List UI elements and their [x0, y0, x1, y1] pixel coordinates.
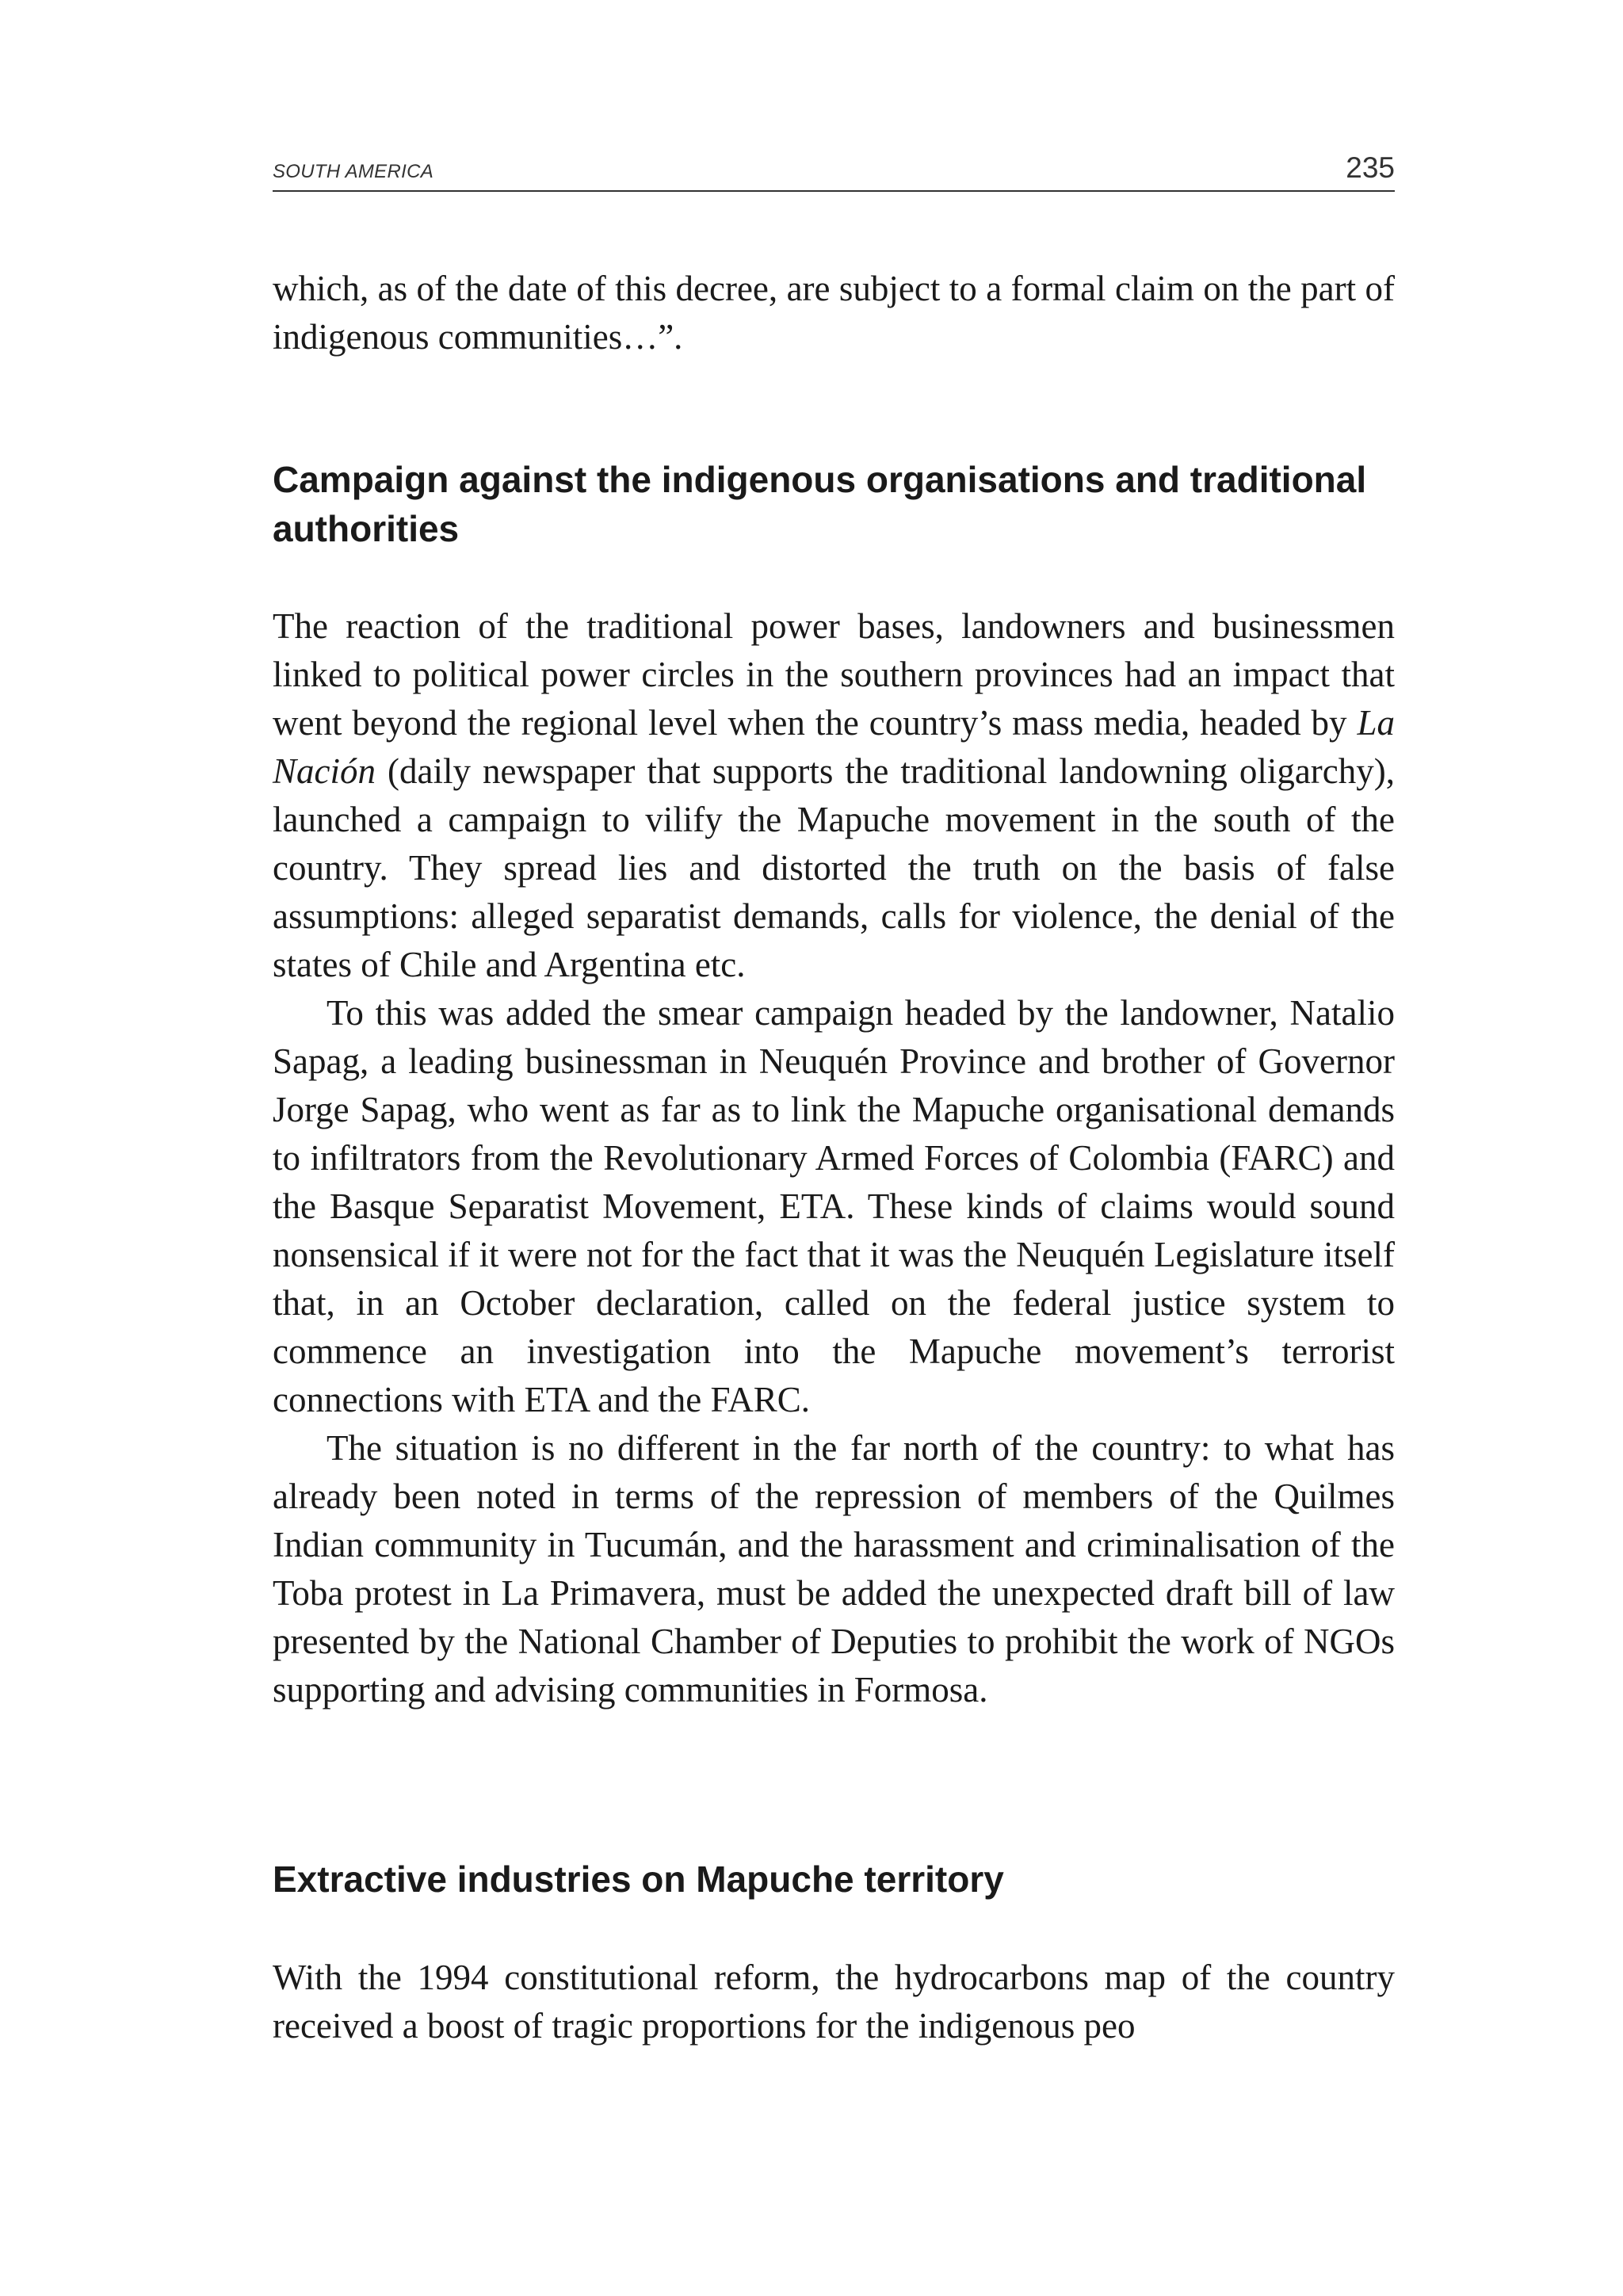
paragraph-reaction-text-start: The reaction of the traditional power bases, landowners and businessmen linked to political power circles in the southern provinces had an impact that went beyond the regional level when the country’s mass media, headed by	[273, 606, 1395, 743]
page-number: 235	[1346, 151, 1395, 184]
section-heading-extractive: Extractive industries on Mapuche territory	[273, 1859, 1004, 1900]
section-heading-campaign: Campaign against the indigenous organisations and traditional authorities	[273, 459, 1367, 549]
newspaper-name: La Nación	[273, 703, 1395, 791]
paragraph-reaction	[273, 602, 1395, 989]
paragraph-continuation: which, as of the date of this decree, are subject to a formal claim on the part of indigenous communities…”.	[273, 269, 1395, 357]
running-header	[273, 152, 1395, 192]
paragraph-far-north: The situation is no different in the far north of the country: to what has already been noted in terms of the repression of members of the Quilmes Indian community in Tucumán, and the harassment and criminalisation of the Toba protest in La Primavera, must be added the unexpected draft bill of law presented by the National Chamber of Deputies to prohibit the work of NGOs supporting and advising communities in Formosa.	[273, 1428, 1395, 1710]
paragraph-sapag: To this was added the smear campaign headed by the landowner, Natalio Sapag, a leading businessman in Neuquén Province and brother of Governor Jorge Sapag, who went as far as to link the Mapuche organisational demands to infiltrators from the Revolutionary Armed Forces of Colombia (FARC) and the Basque Separatist Movement, ETA. These kinds of claims would sound nonsensical if it were not for the fact that it was the Neuquén Legislature itself that, in an October declaration, called on the federal justice system to commence an investigation into the Mapuche movement’s terrorist connections with ETA and the FARC.	[273, 993, 1395, 1419]
paragraph-constitutional-reform: With the 1994 constitutional reform, the hydrocarbons map of the country received a boost of tragic proportions for the indigenous peo	[273, 1958, 1395, 2046]
running-title: SOUTH AMERICA	[273, 161, 434, 182]
paragraph-reaction-text-end: (daily newspaper that supports the traditional landowning oligarchy), launched a campaign to vilify the Mapuche movement in the south of the country. They spread lies and distorted the truth on the basis of false assumptions: alleged separatist demands, calls for violence, the denial of the states of Chile and Argentina etc.	[273, 751, 1395, 984]
